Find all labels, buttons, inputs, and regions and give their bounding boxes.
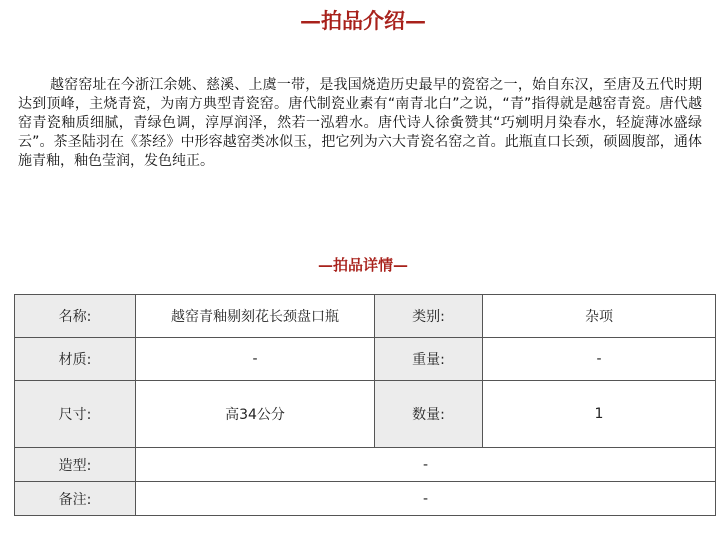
name-label: 名称: <box>15 295 136 338</box>
intro-section-title: —拍品介绍— <box>300 8 426 33</box>
quantity-value: 1 <box>483 381 716 448</box>
details-table <box>14 294 716 516</box>
size-value: 高34公分 <box>136 381 375 448</box>
table-row-material <box>15 338 716 381</box>
quantity-label: 数量: <box>375 381 483 448</box>
shape-label: 造型: <box>15 448 136 482</box>
weight-label: 重量: <box>375 338 483 381</box>
material-label: 材质: <box>15 338 136 381</box>
details-section-title: —拍品详情— <box>317 256 408 274</box>
intro-paragraph: 越窑窑址在今浙江余姚、慈溪、上虞一带，是我国烧造历史最早的瓷窑之一，始自东汉，至唐及五代时期达到顶峰，主烧青瓷，为南方典型青瓷窑。唐代制瓷业素有“南青北白”之说，“青”指得就是越窑青瓷。唐代越窑青瓷釉质细腻，青绿色调，淳厚润泽，然若一泓碧水。唐代诗人徐夤赞其“巧剜明月染春水，轻旋薄冰盛绿云”。茶圣陆羽在《茶经》中形容越窑类冰似玉，把它列为六大青瓷名窑之首。此瓶直口长颈，硕圆腹部，通体施青釉，釉色莹润，发色纯正。 <box>18 77 702 169</box>
size-label: 尺寸: <box>15 381 136 448</box>
table-row-size <box>15 381 716 448</box>
table-row-remarks <box>15 482 716 516</box>
shape-value: - <box>136 448 716 482</box>
table-row-name <box>15 295 716 338</box>
material-value: - <box>136 338 375 381</box>
weight-value: - <box>483 338 716 381</box>
category-label: 类别: <box>375 295 483 338</box>
category-value: 杂项 <box>483 295 716 338</box>
name-value: 越窑青釉剔刻花长颈盘口瓶 <box>136 295 375 338</box>
table-row-shape <box>15 448 716 482</box>
remarks-value: - <box>136 482 716 516</box>
remarks-label: 备注: <box>15 482 136 516</box>
